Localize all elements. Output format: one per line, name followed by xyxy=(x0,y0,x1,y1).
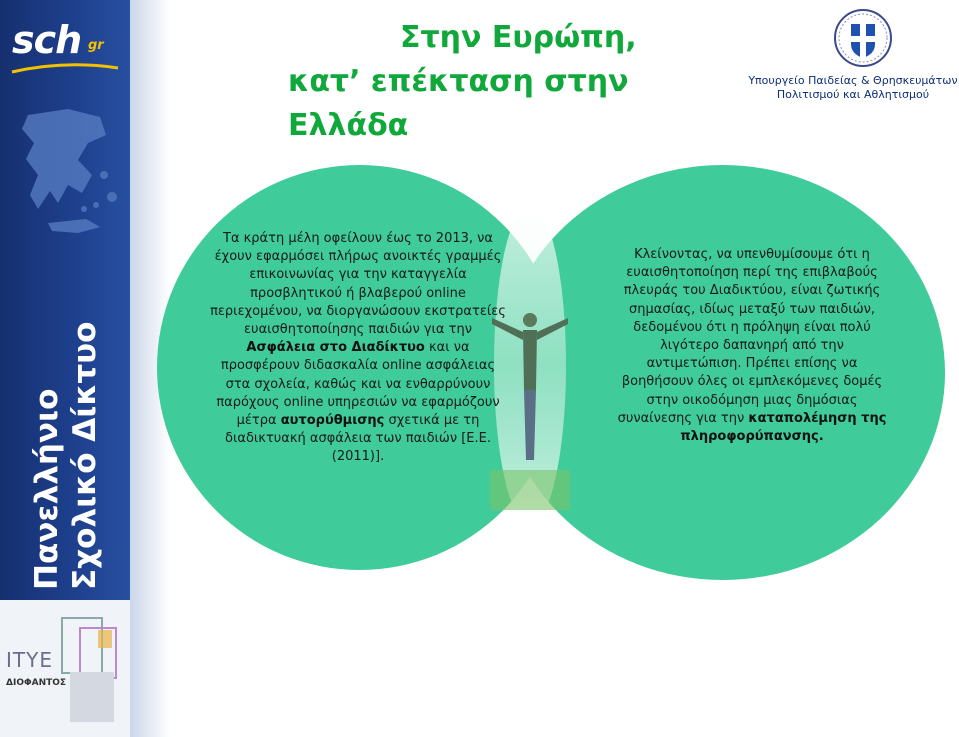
sch-logo[interactable] xyxy=(10,18,122,76)
vertical-title xyxy=(28,270,108,590)
left-text-part3: σχετικά με τη διαδικτυακή ασφάλεια των παιδιών [Ε.Ε. (2011)]. xyxy=(225,413,491,465)
left-circle-text xyxy=(208,230,508,467)
right-text-part1: Κλείνοντας, να υπενθυμίσουμε ότι η ευαισθητοποίηση περί της επιβλαβούς πλευράς του Διαδικτύου, είναι ζωτικής σημασίας, ιδίως μεταξύ των παιδιών, δεδομένου ότι η πρόληψη είναι πολύ λιγότερο δαπανηρή από την αντιμετώπιση. Πρέπει επίσης να βοηθήσουν όλες οι εμπλεκόμενες δομές στην οικοδόμηση μιας δημόσιας συναίνεσης για την xyxy=(617,247,883,426)
diofantos-text: ΔΙΟΦΑΝΤΟΣ xyxy=(6,678,67,688)
logo-suffix-text: gr xyxy=(88,38,104,53)
vertical-title-line2: Σχολικό Δίκτυο xyxy=(67,321,103,590)
left-text-part1: Τα κράτη μέλη οφείλουν έως το 2013, να έχουν εφαρμόσει πλήρως ανοικτές γραμμές επικοινωνίας για την καταγγελία προσβλητικού ή βλαβερού online περιεχομένου, να διοργανώσουν εκστρατείες ευαισθητοποίησης παιδιών για την xyxy=(210,231,506,338)
title-line1: Στην Ευρώπη, xyxy=(400,20,637,55)
left-text-bold2: αυτορύθμισης xyxy=(280,413,385,429)
left-text-bold1: Ασφάλεια στο Διαδίκτυο xyxy=(246,340,425,356)
ministry-line2: Πολιτισμού και Αθλητισμού xyxy=(776,88,930,101)
title-line2: κατ’ επέκταση στην Ελλάδα xyxy=(288,64,629,143)
logo-swoosh-icon xyxy=(10,62,120,76)
right-text-bold1: καταπολέμηση της πληροφορύπανσης. xyxy=(680,410,887,445)
logo-main-text: sch xyxy=(12,18,82,62)
itye-text: ΙΤΥΕ xyxy=(6,648,53,672)
right-circle-text xyxy=(612,246,892,446)
sidebar xyxy=(0,0,130,737)
itye-logo xyxy=(0,600,130,737)
slide-title xyxy=(288,16,758,148)
greek-emblem-icon xyxy=(833,8,893,68)
ministry-name xyxy=(748,74,958,102)
vertical-title-line1: Πανελλήνιο xyxy=(29,388,65,590)
ministry-line1: Υπουργείο Παιδείας & Θρησκευμάτων xyxy=(748,74,958,87)
left-text-part2: και να προσφέρουν διδασκαλία online ασφάλειας στα σχολεία, καθώς και να ενθαρρύνουν παρόχους online υπηρεσιών να εφαρμόζουν μέτρα xyxy=(216,340,500,429)
greece-map-icon xyxy=(8,105,126,250)
